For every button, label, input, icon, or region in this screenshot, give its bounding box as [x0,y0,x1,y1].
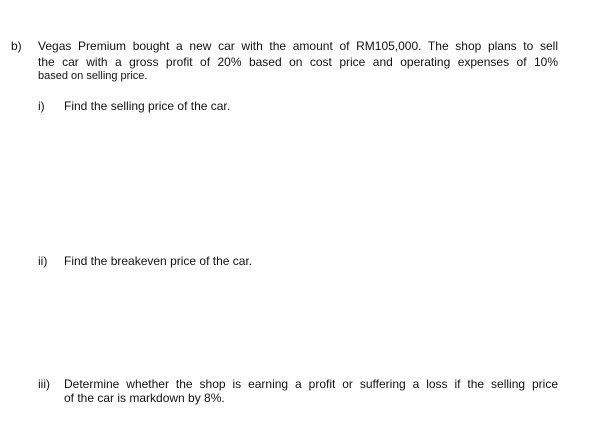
subpart-text-line-1: Determine whether the shop is earning a profit or suffering a loss if the selling price [64,377,558,391]
subpart-text: Find the breakeven price of the car. [64,254,253,268]
intro-line-3: based on selling price. [38,70,148,82]
intro-line-1: Vegas Premium bought a new car with the amount of RM105,000. The shop plans to sell [38,39,558,53]
subpart-label: i) [38,99,45,113]
subpart-label: ii) [38,254,48,268]
subpart-label: iii) [38,377,50,391]
part-label: b) [11,39,22,53]
intro-line-2: the car with a gross profit of 20% based on cost price and operating expenses of 10% [38,55,558,69]
subpart-text-line-2: of the car is markdown by 8%. [64,391,225,405]
subpart-text: Find the selling price of the car. [64,99,231,113]
